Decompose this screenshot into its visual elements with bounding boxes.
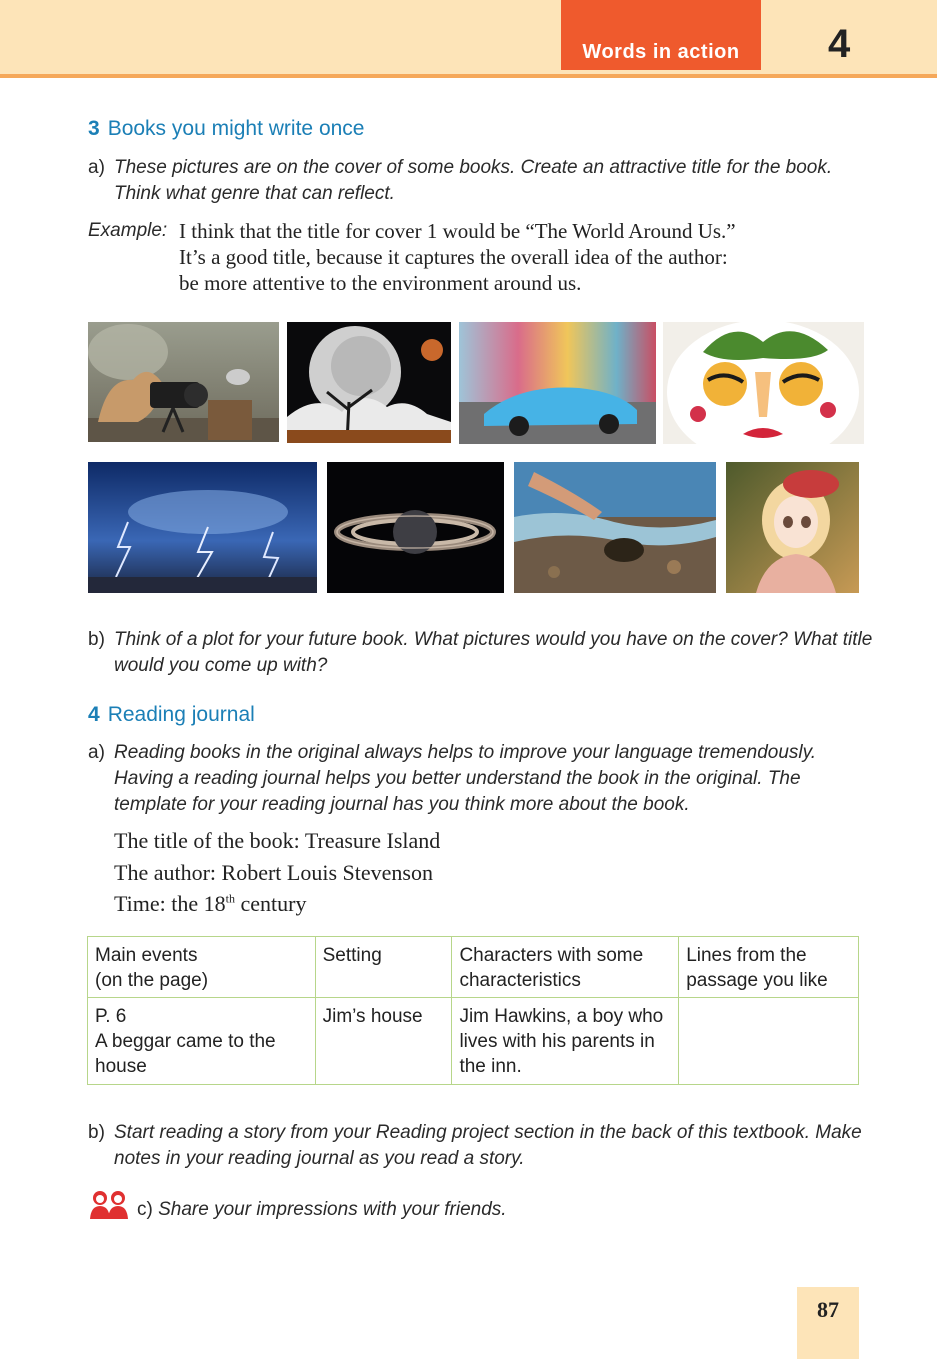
cell-line: lives with his parents in (459, 1031, 655, 1052)
table-cell (452, 998, 679, 1085)
reading-journal-table (87, 936, 859, 1085)
task-3b-text: Think of a plot for your future book. What pictures would you have on the cover? What title would you come up with? (114, 629, 873, 676)
unit-title-tab (561, 0, 761, 70)
header-band (0, 0, 937, 76)
task-4c (137, 1197, 837, 1223)
turtle-sea-image (514, 462, 716, 593)
header-line: Lines from the (686, 945, 807, 966)
task-3a-label: a) (88, 157, 105, 178)
cell-line: house (95, 1056, 147, 1077)
section-4-heading (88, 703, 255, 727)
table-header-row (88, 937, 859, 998)
pair-work-icon (88, 1189, 132, 1219)
squirrel-camera-image (88, 322, 279, 442)
header-line: Characters with some (459, 945, 644, 966)
page-number: 87 (817, 1297, 839, 1322)
task-4a (88, 740, 878, 818)
task-3b-label: b) (88, 629, 105, 650)
example-line: I think that the title for cover 1 would be “The World Around Us.” (179, 219, 736, 243)
header-line: Setting (322, 945, 382, 966)
table-cell (679, 998, 859, 1085)
cell-line: Jim’s house (322, 1006, 423, 1027)
task-4a-label: a) (88, 742, 105, 763)
book-title: The title of the book: Treasure Island (114, 828, 441, 853)
section-4-number: 4 (88, 703, 100, 726)
book-time (114, 891, 306, 917)
food-face-image (663, 322, 864, 444)
cell-line: Jim Hawkins, a boy who (459, 1006, 664, 1027)
section-3-title: Books you might write once (107, 117, 365, 140)
header-divider (0, 74, 937, 78)
time-suffix: century (235, 891, 307, 916)
example-line: be more attentive to the environment around us. (179, 271, 582, 295)
task-4a-text: Reading books in the original always helps to improve your language tremendously. Having a reading journal helps you better understand the book in the original. The template for your reading journal has you think more about the book. (114, 742, 816, 815)
task-4b (88, 1120, 878, 1172)
task-4c-label: c) (137, 1199, 153, 1220)
table-row (88, 998, 859, 1085)
table-cell (88, 998, 316, 1085)
storm-lightning-image (88, 462, 317, 593)
moon-tree-image (287, 322, 451, 443)
cell-line: A beggar came to the (95, 1031, 276, 1052)
sports-car-image (459, 322, 656, 444)
example-label: Example: (88, 220, 168, 241)
task-3a-text: These pictures are on the cover of some books. Create an attractive title for the book. Think what genre that can reflect. (114, 157, 833, 204)
table-cell (315, 998, 452, 1085)
header-line: characteristics (459, 970, 581, 991)
header-line: passage you like (686, 970, 828, 991)
task-3b (88, 627, 878, 679)
saturn-image (327, 462, 504, 593)
table-header (315, 937, 452, 998)
table-header (679, 937, 859, 998)
unit-title: Words in action (582, 41, 740, 63)
cell-line: P. 6 (95, 1006, 127, 1027)
section-4-title: Reading journal (107, 703, 255, 726)
example-line: It’s a good title, because it captures the overall idea of the author: (179, 245, 728, 269)
section-3-number: 3 (88, 117, 100, 140)
time-superscript: th (225, 891, 235, 906)
time-prefix: Time: the 18 (114, 891, 226, 916)
task-4c-text: Share your impressions with your friends. (158, 1199, 507, 1220)
task-3a (88, 155, 878, 207)
section-3-heading (88, 117, 364, 141)
task-4b-text: Start reading a story from your Reading project section in the back of this textbook. Make notes in your reading journal as you read a story. (114, 1122, 862, 1169)
task-4b-label: b) (88, 1122, 105, 1143)
table-header (452, 937, 679, 998)
table-header (88, 937, 316, 998)
unit-number: 4 (828, 22, 851, 66)
header-line: Main events (95, 945, 198, 966)
cell-line: the inn. (459, 1056, 522, 1077)
doll-image (726, 462, 859, 593)
book-author: The author: Robert Louis Stevenson (114, 860, 433, 885)
header-line: (on the page) (95, 970, 209, 991)
